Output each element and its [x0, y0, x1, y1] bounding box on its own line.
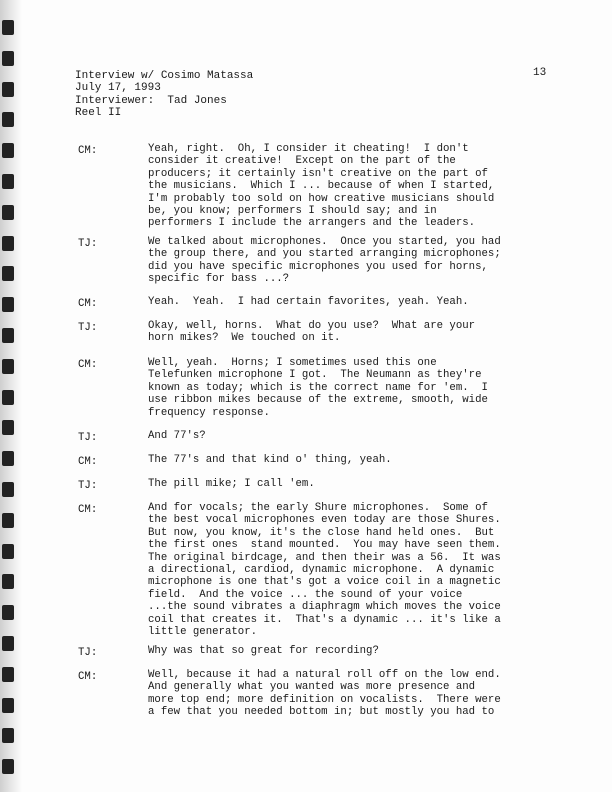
- transcript-line: frequency response.: [148, 406, 270, 419]
- binding-hole: [2, 636, 14, 651]
- header-title: Interview w/ Cosimo Matassa: [75, 70, 254, 82]
- transcript-line: The original birdcage, and then their was a 56. It was: [148, 551, 501, 564]
- speaker-label: TJ:: [78, 480, 98, 492]
- speaker-label: CM:: [78, 671, 98, 683]
- speaker-label: CM:: [78, 145, 98, 157]
- comb-binding: [0, 0, 22, 792]
- transcript-line: The pill mike; I call 'em.: [148, 478, 315, 490]
- transcript-line: And generally what you wanted was more presence and: [148, 681, 476, 694]
- binding-hole: [2, 82, 14, 97]
- transcript-line: Why was that so great for recording?: [148, 645, 379, 657]
- binding-hole: [2, 266, 14, 281]
- transcript-line: producers; it certainly isn't creative on the part of: [148, 167, 488, 180]
- binding-hole: [2, 698, 14, 713]
- transcript-line: And 77's?: [148, 430, 206, 442]
- speaker-label: TJ:: [78, 238, 98, 250]
- transcript-line: Well, yeah. Horns; I sometimes used this one: [148, 357, 437, 369]
- header-interviewer: Interviewer: Tad Jones: [75, 94, 227, 107]
- binding-hole: [2, 236, 14, 251]
- binding-hole: [2, 143, 14, 158]
- transcript-line: Yeah. Yeah. I had certain favorites, yeah. Yeah.: [148, 296, 469, 308]
- transcript-line: I'm probably too sold on how creative musicians should: [148, 192, 495, 205]
- transcript-line: Telefunken microphone I got. The Neumann as they're: [148, 369, 482, 382]
- binding-hole: [2, 51, 14, 66]
- transcript-line: microphone is one that's got a voice coil in a magnetic: [148, 576, 501, 589]
- transcript-line: performers I include the arrangers and the leaders.: [148, 217, 476, 230]
- transcript-line: known as today; which is the correct name for 'em. I: [148, 381, 488, 394]
- interview-header: [75, 70, 253, 120]
- binding-hole: [2, 728, 14, 743]
- transcript-line: ...the sound vibrates a diaphragm which moves the voice: [148, 601, 501, 614]
- transcript-line: a few that you needed bottom in; but mostly you had to: [148, 706, 495, 719]
- speaker-label: TJ:: [78, 432, 98, 444]
- transcript-line: the musicians. Which I ... because of when I started,: [148, 180, 495, 193]
- binding-hole: [2, 513, 14, 528]
- transcript-line: the first ones stand mounted. You may have seen them.: [148, 539, 501, 552]
- transcript-line: But now, you know, it's the close hand held ones. But: [148, 526, 495, 539]
- binding-hole: [2, 205, 14, 220]
- binding-hole: [2, 390, 14, 405]
- transcript-line: use ribbon mikes because of the extreme, smooth, wide: [148, 394, 488, 407]
- transcript-line: little generator.: [148, 626, 258, 638]
- transcript-line: a directional, cardiod, dynamic microphone. A dynamic: [148, 564, 495, 576]
- speaker-label: CM:: [78, 504, 98, 516]
- transcript-line: the best vocal microphones even today are those Shures.: [148, 514, 501, 527]
- speaker-label: CM:: [78, 298, 98, 310]
- transcript-line: more top end; more definition on vocalists. There were: [148, 693, 501, 706]
- binding-hole: [2, 20, 14, 35]
- binding-hole: [2, 420, 14, 435]
- transcript-line: Well, because it had a natural roll off on the low end.: [148, 669, 501, 681]
- transcript-line: We talked about microphones. Once you started, you had: [148, 236, 501, 248]
- binding-hole: [2, 574, 14, 589]
- binding-hole: [2, 451, 14, 466]
- header-date: July 17, 1993: [75, 82, 161, 95]
- binding-hole: [2, 482, 14, 497]
- speaker-label: TJ:: [78, 322, 98, 334]
- binding-hole: [2, 174, 14, 189]
- page-number: 13: [533, 67, 547, 79]
- transcript-line: the group there, and you started arranging microphones;: [148, 248, 501, 261]
- speaker-label: TJ:: [78, 647, 98, 659]
- transcript-line: did you have specific microphones you used for horns,: [148, 260, 488, 273]
- binding-hole: [2, 605, 14, 620]
- binding-hole: [2, 667, 14, 682]
- transcript-line: field. And the voice ... the sound of your voice: [148, 588, 463, 601]
- speaker-label: CM:: [78, 456, 98, 468]
- transcript-line: And for vocals; the early Shure microphones. Some of: [148, 502, 488, 514]
- binding-hole: [2, 544, 14, 559]
- binding-hole: [2, 759, 14, 774]
- transcript-line: coil that creates it. That's a dynamic ... it's like a: [148, 613, 501, 626]
- transcript-line: specific for bass ...?: [148, 273, 290, 286]
- transcript-line: Okay, well, horns. What do you use? What are your: [148, 320, 476, 332]
- binding-hole: [2, 112, 14, 127]
- binding-hole: [2, 328, 14, 343]
- transcript-line: horn mikes? We touched on it.: [148, 332, 341, 345]
- transcript-line: Yeah, right. Oh, I consider it cheating! I don't: [148, 143, 469, 155]
- binding-hole: [2, 297, 14, 312]
- transcript-line: be, you know; performers I should say; and in: [148, 205, 437, 217]
- binding-hole: [2, 359, 14, 374]
- transcript-line: The 77's and that kind o' thing, yeah.: [148, 454, 392, 466]
- header-reel: Reel II: [75, 107, 122, 120]
- speaker-label: CM:: [78, 359, 98, 371]
- transcript-line: consider it creative! Except on the part of the: [148, 155, 456, 168]
